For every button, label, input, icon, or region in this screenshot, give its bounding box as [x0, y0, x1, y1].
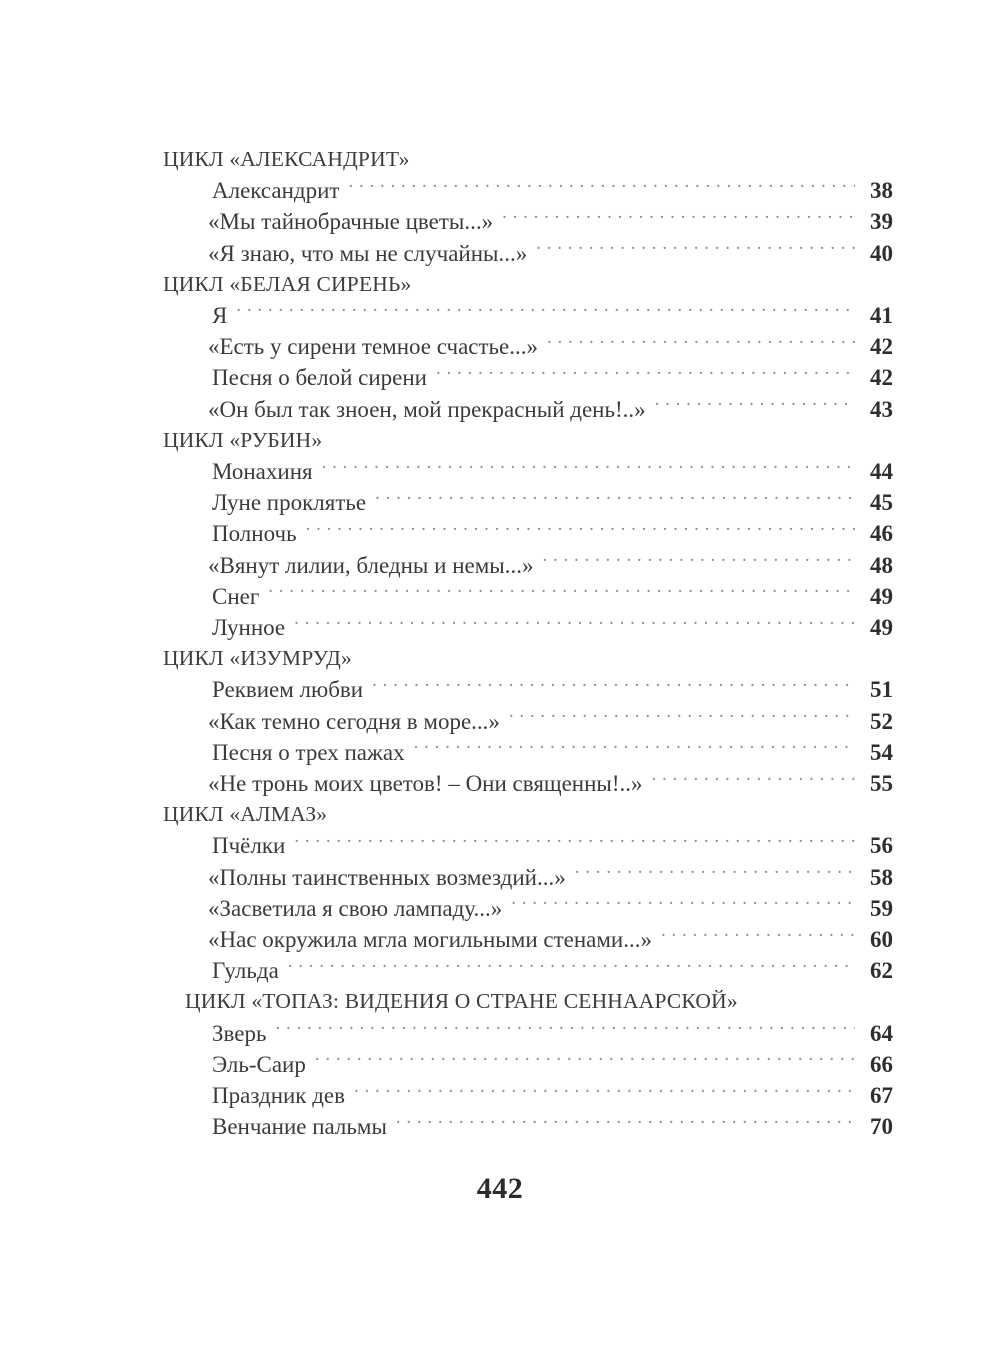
toc-entry-page-number: 54: [870, 739, 893, 765]
toc-entry-page-number: 45: [870, 490, 893, 516]
table-of-contents: [163, 144, 893, 1143]
toc-entry[interactable]: [163, 175, 893, 206]
dot-leader: [575, 869, 855, 885]
toc-entry-page-number: 66: [870, 1051, 893, 1077]
toc-entry-title: «Он был так зноен, мой прекрасный день!..»: [208, 396, 646, 422]
toc-entry-title: «Не тронь моих цветов! – Они священны!..»: [208, 771, 643, 797]
toc-entry-title: Лунное: [212, 615, 286, 641]
toc-entry-title: Песня о белой сирени: [212, 365, 427, 391]
toc-entry-page-number: 60: [870, 927, 893, 953]
dot-leader: [306, 525, 855, 541]
toc-entry-title: Зверь: [212, 1020, 267, 1046]
toc-section-heading: ЦИКЛ «ТОПАЗ: ВИДЕНИЯ О СТРАНЕ СЕННААРСКОЙ»: [185, 989, 738, 1014]
toc-entry-title: Гульда: [212, 958, 279, 984]
page-number: 442: [476, 1172, 524, 1205]
dot-leader: [236, 307, 855, 323]
toc-entry-page-number: 58: [870, 864, 893, 890]
toc-section-heading: ЦИКЛ «БЕЛАЯ СИРЕНЬ»: [163, 271, 412, 296]
toc-entry-title: Пчёлки: [212, 833, 286, 859]
dot-leader: [547, 338, 855, 354]
toc-entry-page-number: 49: [870, 615, 893, 641]
toc-entry-page-number: 49: [870, 583, 893, 609]
toc-entry[interactable]: [163, 1018, 893, 1049]
toc-entry-page-number: 64: [870, 1020, 893, 1046]
toc-entry[interactable]: [163, 924, 893, 955]
toc-entry[interactable]: [163, 581, 893, 612]
toc-entry-title: «Засветила я свою лампаду...»: [208, 895, 503, 921]
dot-leader: [511, 900, 855, 916]
toc-entry-title: Монахиня: [212, 459, 313, 485]
toc-entry-page-number: 44: [870, 459, 893, 485]
toc-entry[interactable]: [163, 737, 893, 768]
toc-entry-page-number: 41: [870, 303, 893, 329]
toc-entry-page-number: 62: [870, 958, 893, 984]
toc-entry-title: Праздник дев: [212, 1083, 346, 1109]
toc-entry[interactable]: [163, 612, 893, 643]
toc-entry-title: Александрит: [212, 178, 340, 204]
toc-section-heading: ЦИКЛ «АЛМАЗ»: [163, 802, 328, 827]
toc-entry[interactable]: [163, 1111, 893, 1142]
toc-entry-page-number: 52: [870, 708, 893, 734]
dot-leader: [655, 401, 855, 417]
toc-entry[interactable]: [163, 518, 893, 549]
toc-entry-title: «Мы тайнобрачные цветы...»: [208, 209, 494, 235]
toc-entry-page-number: 59: [870, 895, 893, 921]
dot-leader: [436, 369, 855, 385]
toc-entry-title: «Вянут лилии, бледны и немы...»: [208, 552, 534, 578]
toc-entry[interactable]: [163, 893, 893, 924]
dot-leader: [294, 619, 855, 635]
toc-entry-page-number: 67: [870, 1083, 893, 1109]
toc-entry[interactable]: [163, 768, 893, 799]
dot-leader: [294, 837, 855, 853]
toc-entry-title: Снег: [212, 583, 260, 609]
toc-entry[interactable]: [163, 1049, 893, 1080]
toc-entry-title: Венчание пальмы: [212, 1114, 387, 1140]
toc-entry-page-number: 70: [870, 1114, 893, 1140]
toc-entry-page-number: 48: [870, 552, 893, 578]
dot-leader: [396, 1118, 855, 1134]
toc-entry-page-number: 38: [870, 178, 893, 204]
toc-entry[interactable]: [163, 362, 893, 393]
dot-leader: [542, 557, 855, 573]
toc-entry-title: Эль-Саир: [212, 1051, 306, 1077]
toc-entry-page-number: 42: [870, 334, 893, 360]
dot-leader: [414, 744, 855, 760]
dot-leader: [288, 962, 855, 978]
toc-section-heading: ЦИКЛ «РУБИН»: [163, 427, 323, 452]
dot-leader: [275, 1025, 855, 1041]
dot-leader: [661, 931, 855, 947]
toc-entry-page-number: 55: [870, 771, 893, 797]
toc-entry[interactable]: [163, 830, 893, 861]
toc-entry-title: «Как темно сегодня в море...»: [208, 708, 500, 734]
toc-entry-page-number: 40: [870, 240, 893, 266]
toc-section-heading: ЦИКЛ «ИЗУМРУД»: [163, 646, 352, 671]
toc-entry[interactable]: [163, 300, 893, 331]
toc-entry-title: Полночь: [212, 521, 297, 547]
toc-entry[interactable]: [163, 456, 893, 487]
toc-entry[interactable]: [163, 487, 893, 518]
toc-entry-title: Песня о трех пажах: [212, 739, 405, 765]
dot-leader: [536, 245, 855, 261]
toc-entry[interactable]: [163, 238, 893, 269]
dot-leader: [372, 681, 855, 697]
toc-entry[interactable]: [163, 862, 893, 893]
toc-entry[interactable]: [163, 706, 893, 737]
toc-entry-title: «Полны таинственных возмездий...»: [208, 864, 566, 890]
toc-entry-page-number: 51: [870, 677, 893, 703]
toc-entry[interactable]: [163, 331, 893, 362]
dot-leader: [509, 713, 855, 729]
toc-entry-page-number: 56: [870, 833, 893, 859]
toc-entry[interactable]: [163, 674, 893, 705]
toc-entry-page-number: 39: [870, 209, 893, 235]
toc-entry-title: «Есть у сирени темное счастье...»: [208, 334, 538, 360]
toc-entry-title: Я: [212, 303, 228, 329]
toc-entry[interactable]: [163, 206, 893, 237]
dot-leader: [348, 182, 855, 198]
dot-leader: [268, 588, 855, 604]
dot-leader: [354, 1087, 855, 1103]
toc-entry[interactable]: [163, 955, 893, 986]
toc-entry-page-number: 46: [870, 521, 893, 547]
toc-entry[interactable]: [163, 1080, 893, 1111]
dot-leader: [322, 463, 855, 479]
toc-entry-page-number: 42: [870, 365, 893, 391]
dot-leader: [315, 1056, 855, 1072]
dot-leader: [652, 775, 855, 791]
dot-leader: [375, 494, 855, 510]
toc-entry-page-number: 43: [870, 396, 893, 422]
toc-entry[interactable]: [163, 394, 893, 425]
dot-leader: [502, 213, 855, 229]
toc-entry-title: Луне проклятье: [212, 490, 367, 516]
toc-entry-title: Реквием любви: [212, 677, 364, 703]
toc-entry-title: «Я знаю, что мы не случайны...»: [208, 240, 528, 266]
toc-entry[interactable]: [163, 550, 893, 581]
toc-entry-title: «Нас окружила мгла могильными стенами...»: [208, 927, 652, 953]
toc-section-heading: ЦИКЛ «АЛЕКСАНДРИТ»: [163, 147, 410, 171]
